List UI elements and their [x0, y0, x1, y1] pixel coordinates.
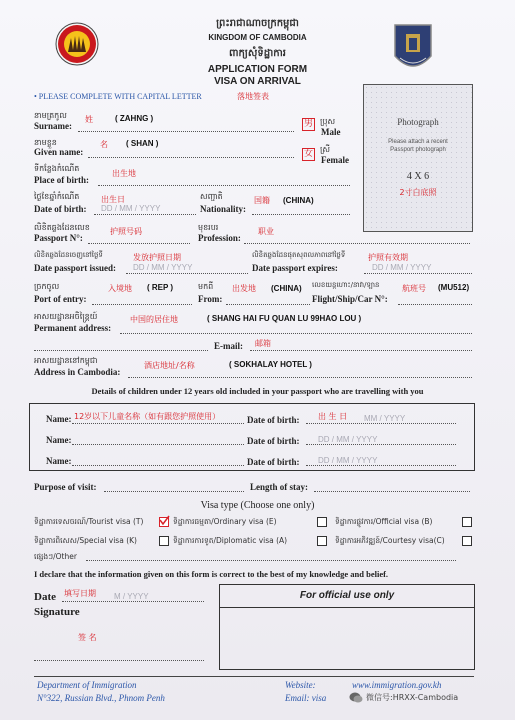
issued-kh: លិខិតឆ្លងដែនចេញនៅថ្ងៃទី: [34, 251, 103, 259]
surname-label: Surname:: [34, 121, 72, 131]
pob-label: Place of birth:: [34, 175, 89, 185]
date-label: Date: [34, 591, 56, 603]
from-label: From:: [198, 294, 223, 304]
children-heading: Details of children under 12 years old included in your passport who are travelling with you: [91, 386, 424, 396]
email-label: E-mail:: [214, 341, 243, 351]
form-subtitle: VISA ON ARRIVAL: [214, 76, 301, 87]
dob-placeholder[interactable]: DD / MM / YYYY: [101, 204, 161, 213]
photograph-box[interactable]: [363, 84, 473, 232]
flight-label: Flight/Ship/Car N°:: [312, 294, 388, 304]
visa-option-special: ទិដ្ឋាការពិសេស/Special visa (K): [34, 536, 137, 545]
child-2-name-label: Name:: [46, 435, 72, 445]
visa-option-other: ផ្សេងៗ/Other: [34, 552, 77, 561]
dob-cn: 出生日: [101, 195, 125, 204]
female-cn[interactable]: 女: [304, 149, 314, 159]
official-use-box: [219, 584, 475, 670]
photo-title: Photograph: [397, 117, 439, 127]
nat-cn: 国籍: [254, 196, 270, 205]
male-kh: ប្រុស: [320, 117, 336, 126]
footer-address: N°322, Russian Blvd., Phnom Penh: [37, 693, 165, 703]
perm-value[interactable]: ( SHANG HAI FU QUAN LU 99HAO LOU ): [207, 314, 362, 323]
given-kh: នាមខ្លួន: [34, 138, 57, 147]
footer-website-label: Website:: [285, 680, 316, 690]
signature-label: Signature: [34, 606, 80, 618]
female-label: Female: [321, 155, 349, 165]
instruction-text: • PLEASE COMPLETE WITH CAPITAL LETTER: [34, 92, 202, 101]
stay-label: Length of stay:: [250, 482, 308, 492]
pob-kh: ទីកន្លែងកំណើត: [34, 164, 80, 173]
child-2-dob-label: Date of birth:: [247, 436, 300, 446]
from-cn: 出发地: [232, 284, 256, 293]
entry-label: Port of entry:: [34, 294, 87, 304]
footer-wechat: 微信号:HRXX-Cambodia: [366, 693, 459, 702]
kh-kingdom-title: ព្រះរាជាណាចក្រកម្ពុជា: [216, 18, 299, 29]
photo-hint-1: Please attach a recent: [388, 139, 448, 145]
perm-cn: 中国的居住地: [130, 315, 178, 324]
footer-dept: Department of Immigration: [37, 680, 137, 690]
entry-cn: 入境地: [108, 284, 132, 293]
expires-label: Date passport expires:: [252, 263, 338, 273]
kingdom-title: KINGDOM OF CAMBODIA: [208, 33, 307, 42]
flight-cn: 航班号: [402, 284, 426, 293]
expires-kh: លិខិតឆ្លងដែនផុតសុពលភាពនៅថ្ងៃទី: [252, 251, 346, 259]
issued-cn: 发放护照日期: [133, 253, 181, 262]
passport-cn[interactable]: 护照号码: [110, 227, 142, 236]
passport-kh: លិខិតឆ្លងដែនលេខ: [34, 223, 90, 232]
given-label: Given name:: [34, 147, 84, 157]
surname-value[interactable]: ( ZAHNG ): [115, 114, 154, 123]
perm-label: Permanent address:: [34, 323, 112, 333]
addr-kh-cn: 酒店地址/名称: [144, 361, 195, 370]
addr-kh-value[interactable]: ( SOKHALAY HOTEL ): [229, 360, 312, 369]
diplomatic-checkbox[interactable]: [317, 536, 327, 546]
prof-kh: មុខរបរ: [198, 223, 219, 232]
from-value[interactable]: (CHINA): [271, 284, 302, 293]
visa-option-official: ទិដ្ឋាការផ្លូវការ/Official visa (B): [335, 517, 433, 526]
photo-red-note: 2寸白底照: [399, 188, 437, 197]
surname-kh: នាមត្រកូល: [34, 111, 67, 120]
visa-option-ordinary: ទិដ្ឋាការធម្មតា/Ordinary visa (E): [173, 517, 277, 526]
wechat-icon: [349, 691, 363, 703]
addr-kh-label: Address in Cambodia:: [34, 367, 121, 377]
child-3-dob-ph[interactable]: DD / MM / YYYY: [318, 456, 378, 465]
purpose-label: Purpose of visit:: [34, 482, 97, 492]
date-cn: 填写日期: [64, 589, 96, 598]
dob-label: Date of birth:: [34, 204, 87, 214]
footer-email[interactable]: Email: visa: [285, 693, 327, 703]
flight-value[interactable]: (MU512): [438, 283, 470, 292]
photo-size: 4 X 6: [406, 171, 430, 182]
nat-label: Nationality:: [200, 204, 246, 214]
form-title: APPLICATION FORM: [207, 64, 308, 75]
female-kh: ស្រី: [320, 145, 330, 154]
entry-value[interactable]: ( REP ): [147, 283, 174, 292]
male-cn[interactable]: 男: [304, 119, 314, 129]
child-3-dob-label: Date of birth:: [247, 457, 300, 467]
footer-website[interactable]: www.immigration.gov.kh: [352, 680, 442, 690]
visa-option-diplomatic: ទិដ្ឋាការការទូត/Diplomatic visa (A): [173, 536, 288, 545]
official-checkbox[interactable]: [462, 517, 472, 527]
expires-cn: 护照有效期: [368, 253, 408, 262]
visa-option-tourist: ទិដ្ឋាការទេសចរណ៍/Tourist visa (T): [34, 517, 144, 526]
male-label: Male: [321, 127, 341, 137]
child-1-dob-ph[interactable]: MM / YYYY: [364, 414, 406, 423]
prof-label: Profession:: [198, 233, 241, 243]
dob-kh: ថ្ងៃខែឆ្នាំកំណើត: [34, 192, 80, 201]
child-1-dob-label: Date of birth:: [247, 415, 300, 425]
child-2-dob-ph[interactable]: DD / MM / YYYY: [318, 435, 378, 444]
ordinary-checkbox[interactable]: [317, 517, 327, 527]
surname-cn: 姓: [85, 115, 93, 124]
issued-label: Date passport issued:: [34, 263, 117, 273]
special-checkbox[interactable]: [159, 536, 169, 546]
perm-kh: អាសយដ្ឋានអចិន្ត្រៃយ៍: [34, 312, 98, 321]
visa-type-title: Visa type (Choose one only): [200, 500, 315, 511]
official-use-title: For official use only: [299, 590, 395, 601]
kh-form-title: ពាក្យសុំទិដ្ឋាការ: [229, 48, 286, 59]
visa-option-courtesy: ទិដ្ឋាការអភិវឌ្ឍន៍/Courtesy visa(C): [335, 536, 445, 545]
prof-cn[interactable]: 职业: [258, 227, 274, 236]
issued-placeholder[interactable]: DD / MM / YYYY: [133, 263, 193, 272]
given-value[interactable]: ( SHAN ): [126, 139, 159, 148]
addr-kh-kh: អាសយដ្ឋាននៅកម្ពុជា: [34, 356, 98, 365]
nat-value[interactable]: (CHINA): [283, 196, 314, 205]
passport-label: Passport N°:: [34, 233, 83, 243]
declaration-text: I declare that the information given on this form is correct to the best of my knowledge and belief.: [34, 569, 389, 579]
entry-kh: ច្រកចូល: [34, 282, 60, 291]
email-cn[interactable]: 邮箱: [255, 339, 271, 348]
flight-kh: លេខយន្តហោះ/នាវា/ឡាន: [312, 281, 380, 289]
child-3-name-label: Name:: [46, 456, 72, 466]
instruction-red-note: 落地签表: [237, 92, 269, 101]
signature-cn[interactable]: 签 名: [78, 633, 97, 642]
child-1-name-cn[interactable]: 12岁以下儿童名称（如有跟您护照使用）: [74, 412, 221, 421]
photo-hint-2: Passport photograph: [390, 147, 446, 153]
child-1-dob-cn: 出 生 日: [318, 412, 348, 421]
checkmark-icon: [159, 515, 170, 526]
expires-placeholder[interactable]: DD / MM / YYYY: [372, 263, 432, 272]
date-placeholder[interactable]: M / YYYY: [114, 592, 149, 601]
child-1-name-label: Name:: [46, 414, 72, 424]
from-kh: មកពី: [198, 282, 214, 291]
nat-kh: សញ្ជាតិ: [200, 192, 223, 201]
given-cn: 名: [100, 140, 108, 149]
courtesy-checkbox[interactable]: [462, 536, 472, 546]
pob-cn[interactable]: 出生地: [112, 169, 136, 178]
